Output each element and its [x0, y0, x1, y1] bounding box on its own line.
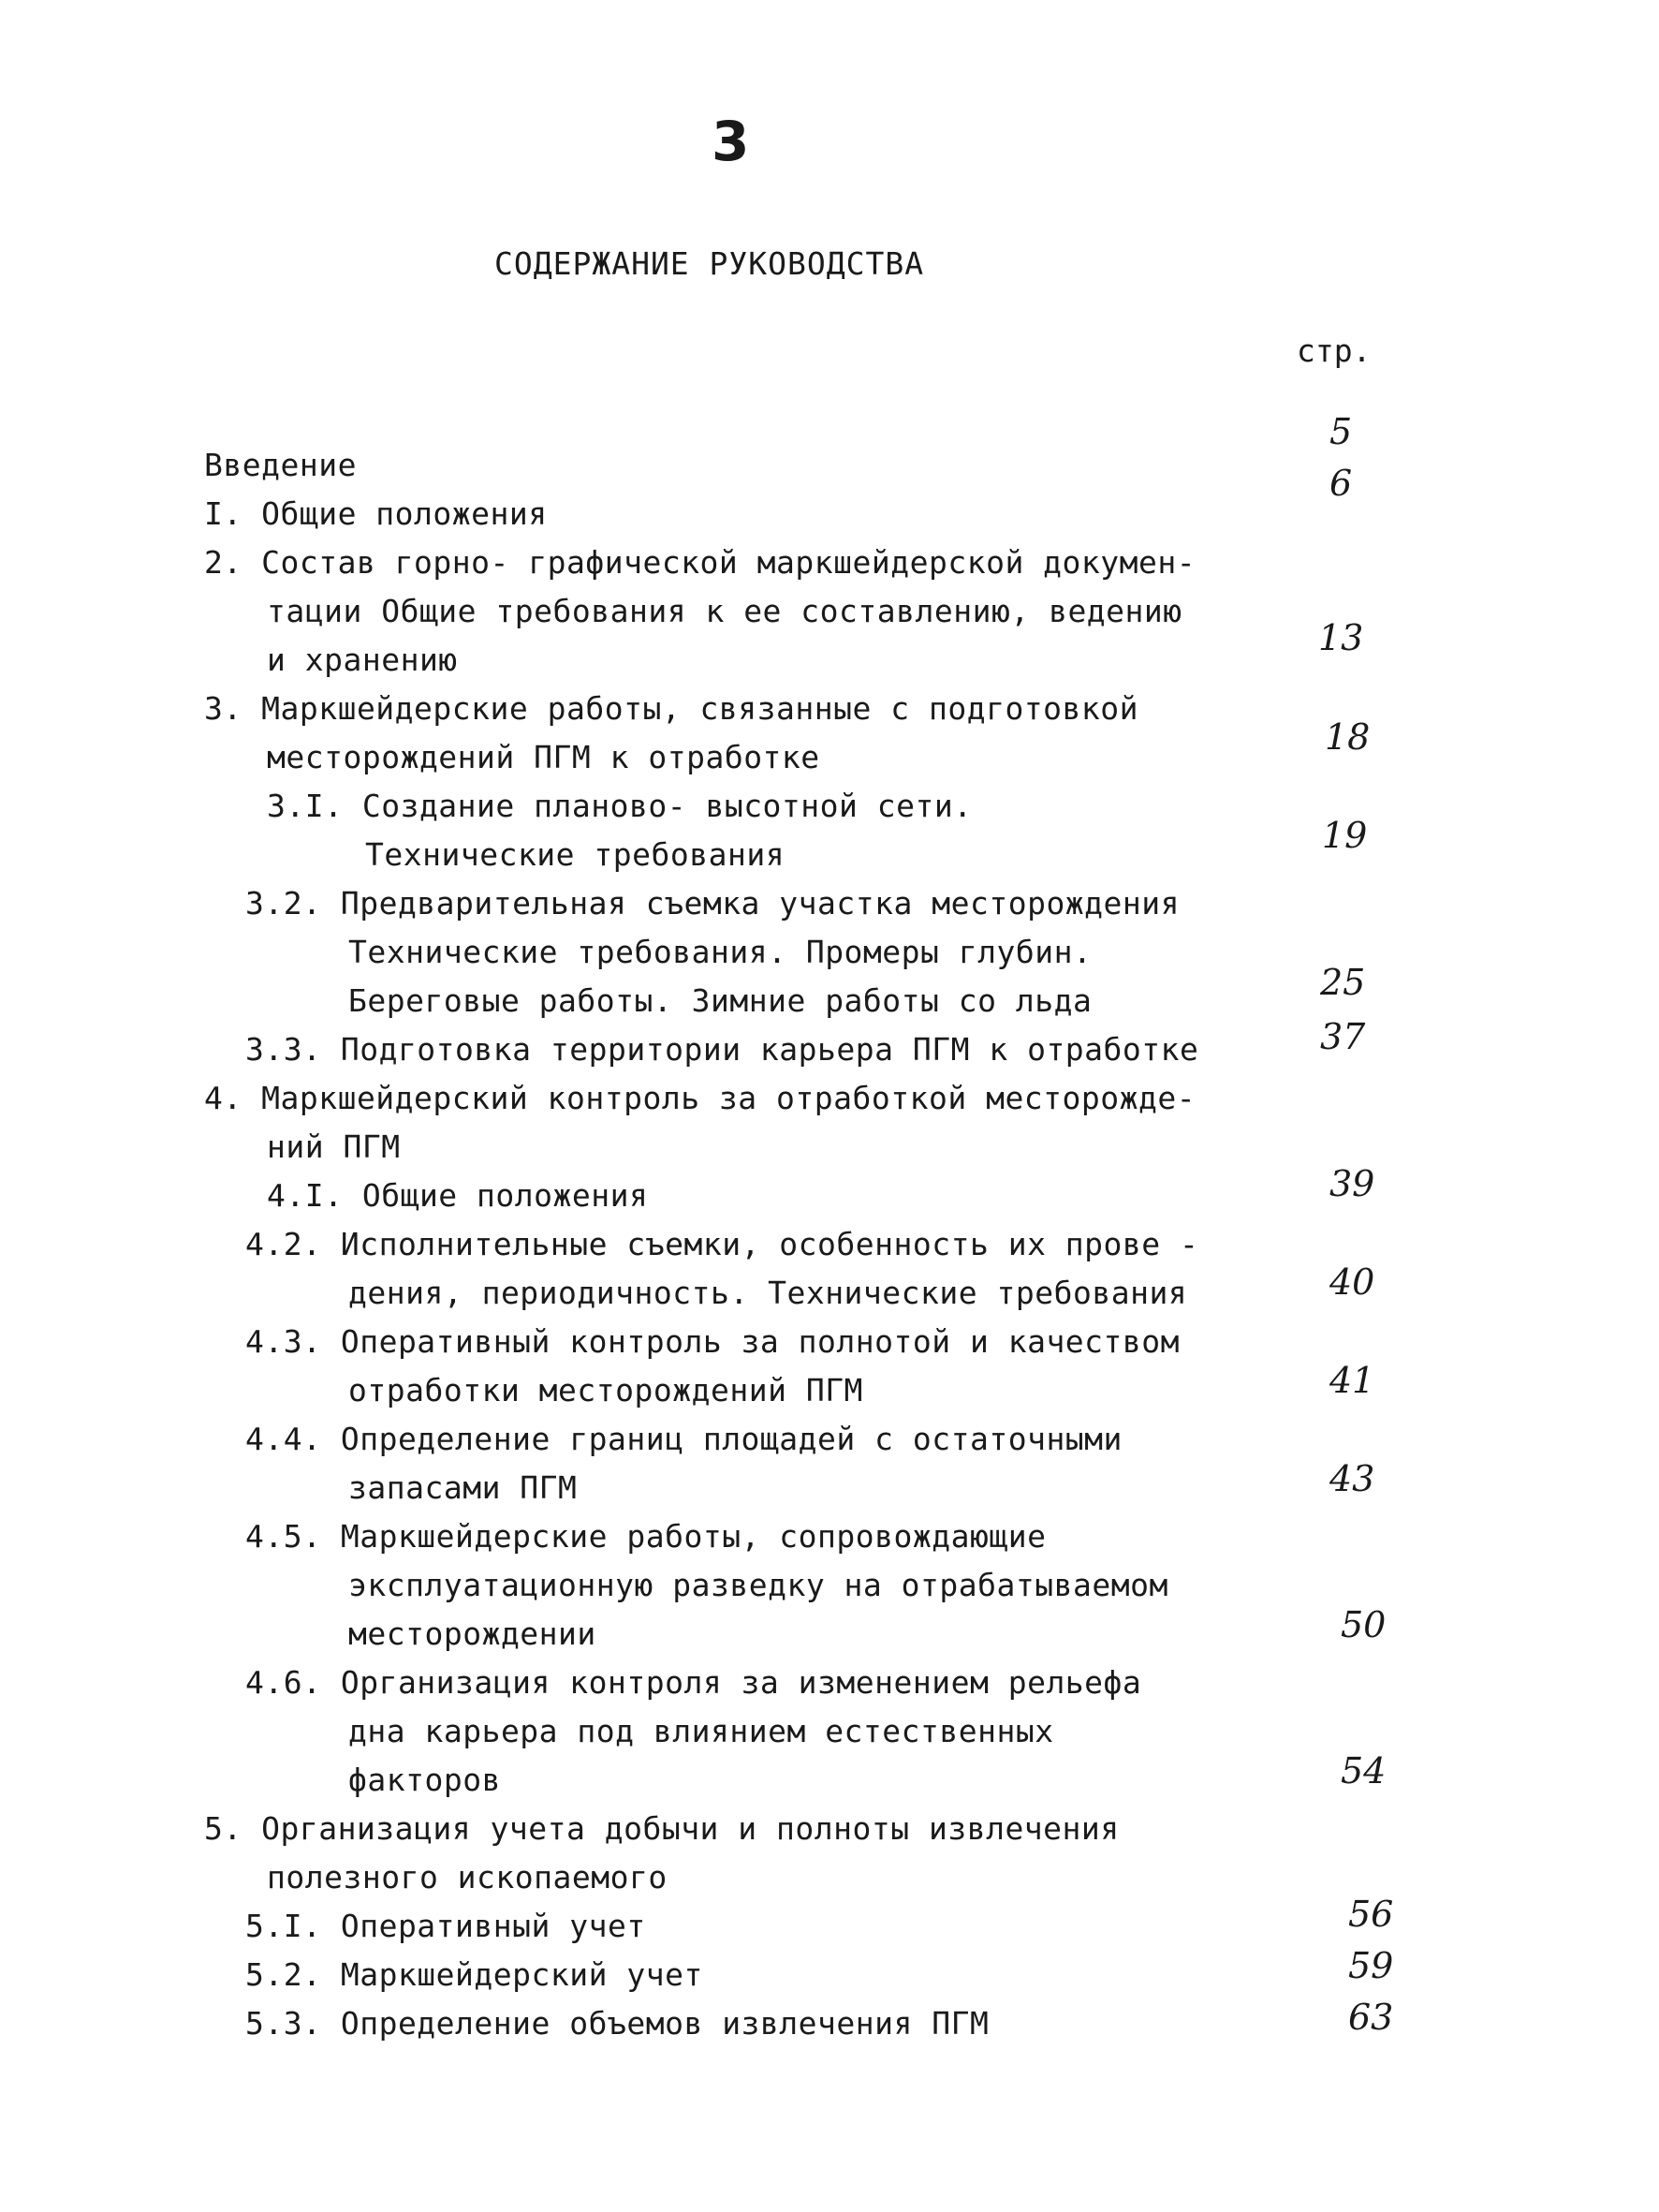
toc-entry-4-6: 4.6. Организация контроля за изменением рельефа: [245, 1664, 1142, 1701]
toc-entry-4-1: 4.I. Общие положения: [267, 1177, 649, 1214]
page-ref: 50: [1341, 1604, 1387, 1645]
toc-entry-4-5-cont: месторождении: [348, 1615, 596, 1652]
toc-entry-4-5: 4.5. Маркшейдерские работы, сопровождающие: [245, 1518, 1047, 1555]
toc-entry-4-3: 4.3. Оперативный контроль за полнотой и качеством: [245, 1323, 1181, 1360]
page-ref: 40: [1329, 1261, 1375, 1303]
page-ref: 59: [1348, 1945, 1394, 1986]
toc-entry-3-cont: месторождений ПГМ к отработке: [267, 739, 820, 775]
toc-entry-3-1: 3.I. Создание планово- высотной сети.: [267, 788, 973, 824]
toc-entry-5-1: 5.I. Оперативный учет: [245, 1908, 646, 1944]
page-ref: 18: [1325, 716, 1371, 758]
toc-entry-4-4: 4.4. Определение границ площадей с остаточными: [245, 1421, 1123, 1457]
toc-entry-4: 4. Маркшейдерский контроль за отработкой месторожде-: [204, 1080, 1197, 1116]
page-ref: 37: [1320, 1016, 1366, 1057]
page-ref: 39: [1329, 1163, 1375, 1204]
toc-entry-3-2-cont: Береговые работы. Зимние работы со льда: [348, 982, 1093, 1019]
toc-entry-4-6-cont: дна карьера под влиянием естественных: [348, 1713, 1054, 1749]
toc-entry-4-4-cont: запасами ПГМ: [348, 1469, 578, 1506]
page-ref: 5: [1329, 411, 1353, 452]
page-number: 3: [712, 110, 750, 173]
toc-heading: СОДЕРЖАНИЕ РУКОВОДСТВА: [494, 245, 925, 282]
toc-entry-2-cont: и хранению: [267, 641, 458, 678]
page-ref: 13: [1318, 617, 1364, 658]
toc-entry-4-5-cont: эксплуатационную разведку на отрабатываемом: [348, 1567, 1168, 1603]
toc-entry-4-6-cont: факторов: [348, 1762, 501, 1798]
toc-entry-2: 2. Состав горно- графической маркшейдерской докумен-: [204, 544, 1197, 581]
page-ref: 56: [1348, 1894, 1394, 1935]
page-ref: 54: [1341, 1750, 1387, 1792]
toc-entry-3-1-cont: Технические требования: [365, 836, 785, 873]
toc-entry-3-3: 3.3. Подготовка территории карьера ПГМ к отработке: [245, 1031, 1199, 1068]
toc-entry-5: 5. Организация учета добычи и полноты извлечения: [204, 1810, 1120, 1847]
page-ref: 43: [1329, 1458, 1375, 1499]
page-column-label: стр.: [1297, 332, 1372, 369]
page-ref: 41: [1329, 1360, 1375, 1401]
toc-entry-4-3-cont: отработки месторождений ПГМ: [348, 1372, 863, 1408]
toc-entry-4-2: 4.2. Исполнительные съемки, особенность их прове -: [245, 1226, 1199, 1262]
toc-entry-5-3: 5.3. Определение объемов извлечения ПГМ: [245, 2005, 990, 2042]
toc-entry-4-2-cont: дения, периодичность. Технические требования: [348, 1275, 1188, 1311]
toc-entry-intro: Введение: [204, 447, 357, 483]
toc-entry-3-2: 3.2. Предварительная съемка участка месторождения: [245, 885, 1181, 922]
toc-entry-3-2-cont: Технические требования. Промеры глубин.: [348, 934, 1093, 970]
toc-entry-5-cont: полезного ископаемого: [267, 1859, 668, 1895]
page-ref: 19: [1322, 815, 1368, 856]
page-ref: 6: [1329, 463, 1353, 504]
toc-entry-5-2: 5.2. Маркшейдерский учет: [245, 1956, 703, 1993]
toc-entry-3: 3. Маркшейдерские работы, связанные с подготовкой: [204, 690, 1139, 727]
page-ref: 63: [1348, 1997, 1394, 2038]
page-ref: 25: [1320, 962, 1366, 1003]
toc-entry-2-cont: тации Общие требования к ее составлению, ведению: [267, 593, 1182, 629]
toc-entry-1: I. Общие положения: [204, 495, 548, 532]
toc-entry-4-cont: ний ПГМ: [267, 1128, 401, 1165]
